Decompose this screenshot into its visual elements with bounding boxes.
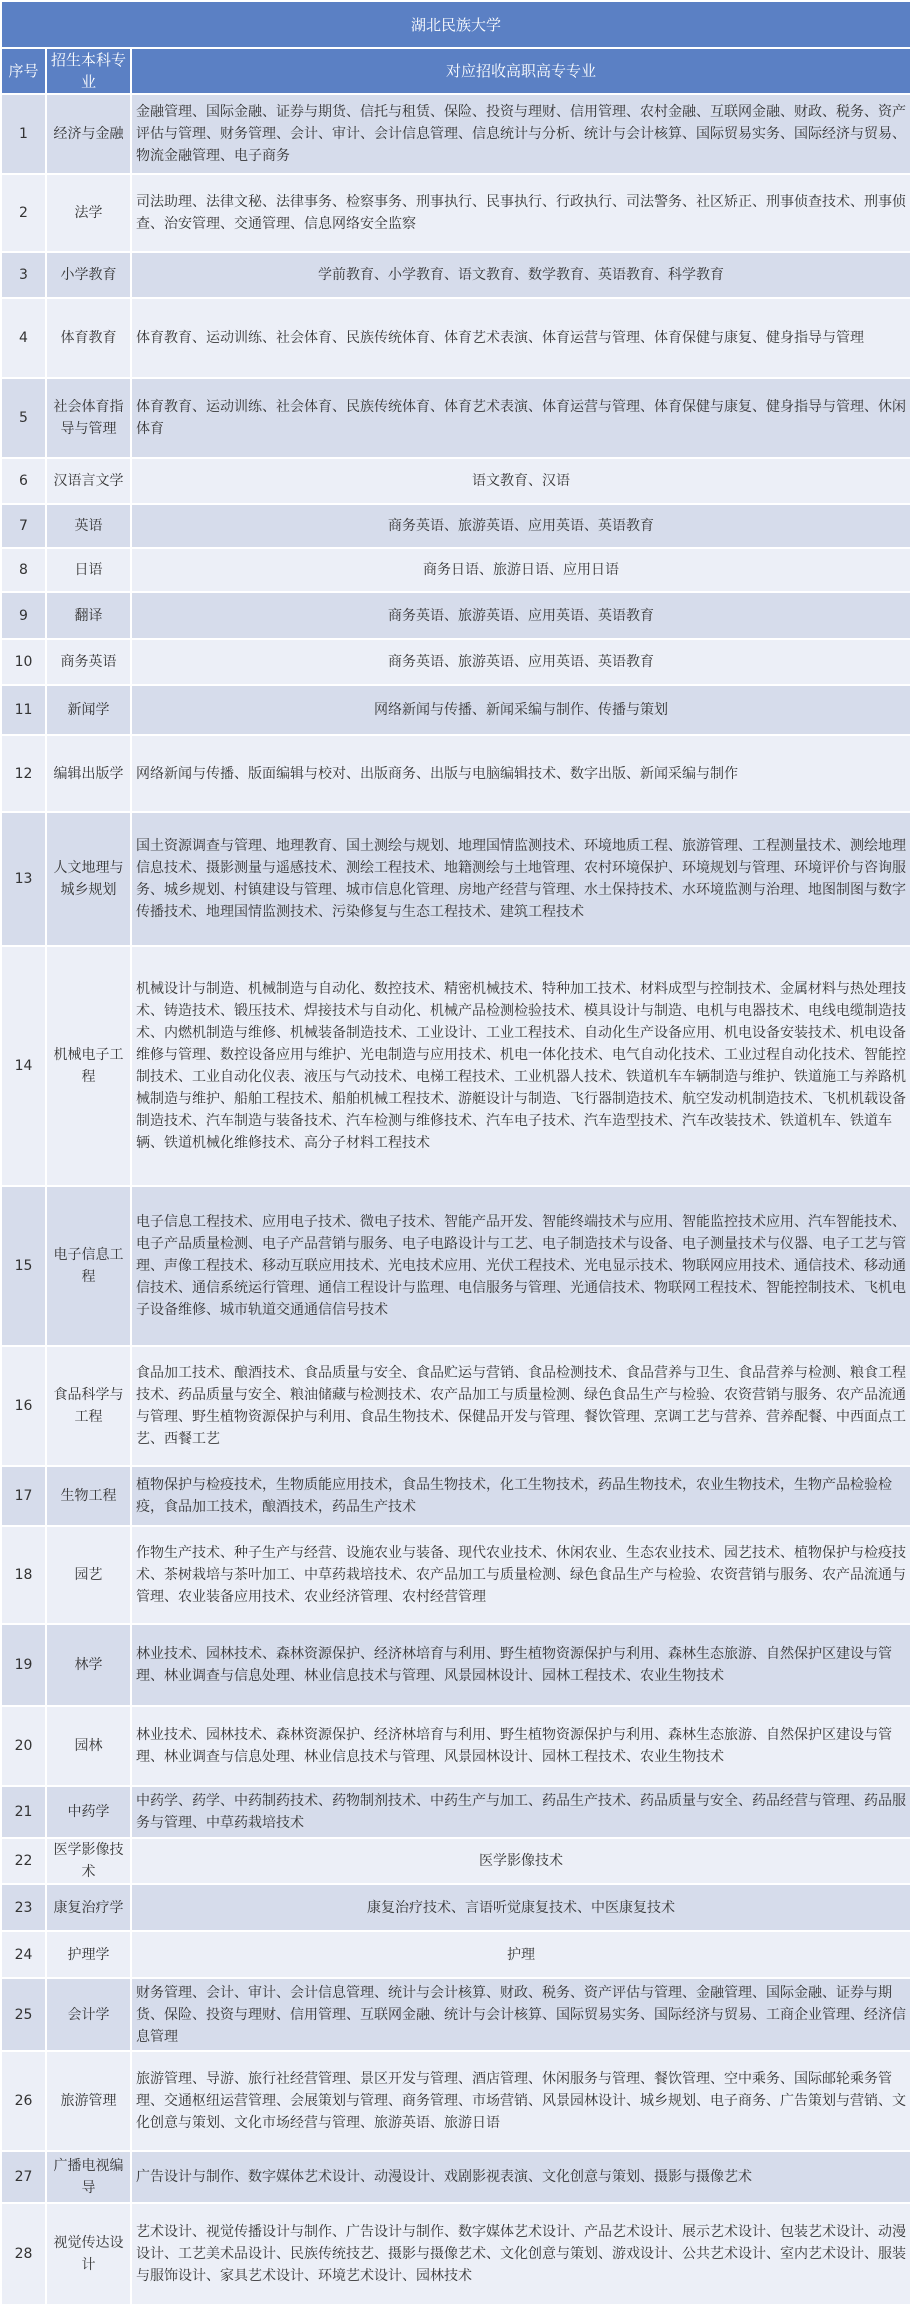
major-cell: 编辑出版学 [46,735,131,812]
related-cell: 财务管理、会计、审计、会计信息管理、统计与会计核算、财政、税务、资产评估与管理、金融管理、国际金融、证券与期货、保险、投资与理财、信用管理、互联网金融、统计与会计核算、国际贸易实务、国际经济与贸易、工商企业管理、经济信息管理 [131,1978,911,2051]
major-cell: 体育教育 [46,298,131,378]
seq-cell: 13 [1,812,46,946]
seq-cell: 3 [1,252,46,298]
related-cell: 护理 [131,1931,911,1978]
table-row [1,592,911,639]
related-cell: 医学影像技术 [131,1838,911,1884]
related-cell: 旅游管理、导游、旅行社经营管理、景区开发与管理、酒店管理、休闲服务与管理、餐饮管理、空中乘务、国际邮轮乘务管理、交通枢纽运营管理、会展策划与管理、商务管理、市场营销、风景园林设计、城乡规划、电子商务、广告策划与营销、文化创意与策划、文化市场经营与管理、旅游英语、旅游日语 [131,2051,911,2151]
related-cell: 商务英语、旅游英语、应用英语、英语教育 [131,592,911,639]
major-cell: 机械电子工程 [46,946,131,1186]
seq-cell: 11 [1,685,46,735]
related-cell: 电子信息工程技术、应用电子技术、微电子技术、智能产品开发、智能终端技术与应用、智能监控技术应用、汽车智能技术、电子产品质量检测、电子产品营销与服务、电子电路设计与工艺、电子制造技术与设备、电子测量技术与仪器、电子工艺与管理、声像工程技术、移动互联应用技术、光电技术应用、光伏工程技术、光电显示技术、物联网应用技术、通信技术、移动通信技术、通信系统运行管理、通信工程设计与监理、电信服务与管理、光通信技术、物联网工程技术、智能控制技术、飞机电子设备维修、城市轨道交通通信信号技术 [131,1186,911,1346]
major-cell: 视觉传达设计 [46,2203,131,2305]
table-row [1,735,911,812]
related-cell: 网络新闻与传播、版面编辑与校对、出版商务、出版与电脑编辑技术、数字出版、新闻采编与制作 [131,735,911,812]
seq-cell: 27 [1,2151,46,2203]
seq-cell: 20 [1,1706,46,1786]
seq-cell: 24 [1,1931,46,1978]
related-cell: 作物生产技术、种子生产与经营、设施农业与装备、现代农业技术、休闲农业、生态农业技术、园艺技术、植物保护与检疫技术、茶树栽培与茶叶加工、中草药栽培技术、农产品加工与质量检测、绿色食品生产与检验、农资营销与服务、农产品流通与管理、农业装备应用技术、农业经济管理、农村经营管理 [131,1526,911,1624]
major-cell: 林学 [46,1624,131,1706]
table-row [1,946,911,1186]
seq-cell: 6 [1,458,46,504]
seq-cell: 2 [1,174,46,252]
table-row [1,1838,911,1884]
table-row [1,1786,911,1838]
major-cell: 小学教育 [46,252,131,298]
table-row [1,1706,911,1786]
related-cell: 司法助理、法律文秘、法律事务、检察事务、刑事执行、民事执行、行政执行、司法警务、社区矫正、刑事侦查技术、刑事侦查、治安管理、交通管理、信息网络安全监察 [131,174,911,252]
seq-cell: 4 [1,298,46,378]
major-cell: 英语 [46,504,131,548]
seq-cell: 25 [1,1978,46,2051]
table-row [1,2203,911,2305]
major-cell: 社会体育指导与管理 [46,378,131,458]
related-cell: 金融管理、国际金融、证券与期货、信托与租赁、保险、投资与理财、信用管理、农村金融、互联网金融、财政、税务、资产评估与管理、财务管理、会计、审计、会计信息管理、信息统计与分析、统计与会计核算、国际贸易实务、国际经济与贸易、物流金融管理、电子商务 [131,94,911,174]
seq-cell: 12 [1,735,46,812]
table-row [1,812,911,946]
seq-cell: 15 [1,1186,46,1346]
related-cell: 语文教育、汉语 [131,458,911,504]
header-row [1,48,911,94]
table-row [1,378,911,458]
table-row [1,1526,911,1624]
table-title: 湖北民族大学 [1,1,911,48]
related-cell: 中药学、药学、中药制药技术、药物制剂技术、中药生产与加工、药品生产技术、药品质量与安全、药品经营与管理、药品服务与管理、中草药栽培技术 [131,1786,911,1838]
related-cell: 广告设计与制作、数字媒体艺术设计、动漫设计、戏剧影视表演、文化创意与策划、摄影与摄像艺术 [131,2151,911,2203]
table-row [1,1186,911,1346]
seq-cell: 18 [1,1526,46,1624]
table-row [1,458,911,504]
seq-cell: 22 [1,1838,46,1884]
related-cell: 学前教育、小学教育、语文教育、数学教育、英语教育、科学教育 [131,252,911,298]
major-cell: 人文地理与城乡规划 [46,812,131,946]
related-cell: 食品加工技术、酿酒技术、食品质量与安全、食品贮运与营销、食品检测技术、食品营养与卫生、食品营养与检测、粮食工程技术、药品质量与安全、粮油储藏与检测技术、农产品加工与质量检测、绿色食品生产与检验、农资营销与服务、农产品流通与管理、野生植物资源保护与利用、食品生物技术、保健品开发与管理、餐饮管理、烹调工艺与营养、营养配餐、中西面点工艺、西餐工艺 [131,1346,911,1466]
seq-cell: 14 [1,946,46,1186]
seq-cell: 8 [1,548,46,592]
seq-cell: 17 [1,1466,46,1526]
related-cell: 植物保护与检疫技术，生物质能应用技术，食品生物技术，化工生物技术，药品生物技术，农业生物技术，生物产品检验检疫，食品加工技术，酿酒技术，药品生产技术 [131,1466,911,1526]
table-row [1,504,911,548]
related-cell: 机械设计与制造、机械制造与自动化、数控技术、精密机械技术、特种加工技术、材料成型与控制技术、金属材料与热处理技术、铸造技术、锻压技术、焊接技术与自动化、机械产品检测检验技术、模具设计与制造、电机与电器技术、电线电缆制造技术、内燃机制造与维修、机械装备制造技术、工业设计、工业工程技术、自动化生产设备应用、机电设备安装技术、机电设备维修与管理、数控设备应用与维护、光电制造与应用技术、机电一体化技术、电气自动化技术、工业过程自动化技术、智能控制技术、工业自动化仪表、液压与气动技术、电梯工程技术、工业机器人技术、铁道机车车辆制造与维护、铁道施工与养路机械制造与维护、船舶工程技术、船舶机械工程技术、游艇设计与制造、飞行器制造技术、航空发动机制造技术、飞机机载设备制造技术、汽车制造与装备技术、汽车检测与维修技术、汽车电子技术、汽车造型技术、汽车改装技术、铁道机车、铁道车辆、铁道机械化维修技术、高分子材料工程技术 [131,946,911,1186]
seq-cell: 1 [1,94,46,174]
major-cell: 新闻学 [46,685,131,735]
major-cell: 日语 [46,548,131,592]
major-cell: 旅游管理 [46,2051,131,2151]
major-cell: 广播电视编导 [46,2151,131,2203]
table-row [1,1624,911,1706]
major-cell: 园林 [46,1706,131,1786]
table-row [1,252,911,298]
header-major: 招生本科专业 [46,48,131,94]
seq-cell: 9 [1,592,46,639]
table-row [1,639,911,685]
major-cell: 康复治疗学 [46,1884,131,1931]
related-cell: 商务日语、旅游日语、应用日语 [131,548,911,592]
seq-cell: 7 [1,504,46,548]
related-cell: 商务英语、旅游英语、应用英语、英语教育 [131,504,911,548]
table-row [1,174,911,252]
seq-cell: 21 [1,1786,46,1838]
seq-cell: 10 [1,639,46,685]
seq-cell: 26 [1,2051,46,2151]
table-row [1,548,911,592]
major-cell: 会计学 [46,1978,131,2051]
table-row [1,1884,911,1931]
major-cell: 中药学 [46,1786,131,1838]
related-cell: 网络新闻与传播、新闻采编与制作、传播与策划 [131,685,911,735]
table-row [1,1466,911,1526]
major-cell: 生物工程 [46,1466,131,1526]
table-row [1,94,911,174]
major-cell: 翻译 [46,592,131,639]
header-seq: 序号 [1,48,46,94]
related-cell: 林业技术、园林技术、森林资源保护、经济林培育与利用、野生植物资源保护与利用、森林生态旅游、自然保护区建设与管理、林业调查与信息处理、林业信息技术与管理、风景园林设计、园林工程技术、农业生物技术 [131,1706,911,1786]
seq-cell: 19 [1,1624,46,1706]
related-cell: 体育教育、运动训练、社会体育、民族传统体育、体育艺术表演、体育运营与管理、体育保健与康复、健身指导与管理 [131,298,911,378]
related-cell: 国土资源调查与管理、地理教育、国土测绘与规划、地理国情监测技术、环境地质工程、旅游管理、工程测量技术、测绘地理信息技术、摄影测量与遥感技术、测绘工程技术、地籍测绘与土地管理、农村环境保护、环境规划与管理、环境评价与咨询服务、城乡规划、村镇建设与管理、城市信息化管理、房地产经营与管理、水土保持技术、水环境监测与治理、地图制图与数字传播技术、地理国情监测技术、污染修复与生态工程技术、建筑工程技术 [131,812,911,946]
major-cell: 电子信息工程 [46,1186,131,1346]
major-cell: 法学 [46,174,131,252]
major-cell: 医学影像技术 [46,1838,131,1884]
major-cell: 园艺 [46,1526,131,1624]
table-body [1,94,911,2305]
table-row [1,1978,911,2051]
major-cell: 商务英语 [46,639,131,685]
major-cell: 护理学 [46,1931,131,1978]
seq-cell: 5 [1,378,46,458]
table-row [1,298,911,378]
seq-cell: 28 [1,2203,46,2305]
table-row [1,2051,911,2151]
major-cell: 经济与金融 [46,94,131,174]
table-row [1,2151,911,2203]
seq-cell: 23 [1,1884,46,1931]
related-cell: 林业技术、园林技术、森林资源保护、经济林培育与利用、野生植物资源保护与利用、森林生态旅游、自然保护区建设与管理、林业调查与信息处理、林业信息技术与管理、风景园林设计、园林工程技术、农业生物技术 [131,1624,911,1706]
table-row [1,685,911,735]
related-cell: 体育教育、运动训练、社会体育、民族传统体育、体育艺术表演、体育运营与管理、体育保健与康复、健身指导与管理、休闲体育 [131,378,911,458]
header-related: 对应招收高职高专专业 [131,48,911,94]
table-row [1,1346,911,1466]
related-cell: 商务英语、旅游英语、应用英语、英语教育 [131,639,911,685]
related-cell: 康复治疗技术、言语听觉康复技术、中医康复技术 [131,1884,911,1931]
table-row [1,1931,911,1978]
major-cell: 食品科学与工程 [46,1346,131,1466]
related-cell: 艺术设计、视觉传播设计与制作、广告设计与制作、数字媒体艺术设计、产品艺术设计、展示艺术设计、包装艺术设计、动漫设计、工艺美术品设计、民族传统技艺、摄影与摄像艺术、文化创意与策划、游戏设计、公共艺术设计、室内艺术设计、服装与服饰设计、家具艺术设计、环境艺术设计、园林技术 [131,2203,911,2305]
major-cell: 汉语言文学 [46,458,131,504]
seq-cell: 16 [1,1346,46,1466]
